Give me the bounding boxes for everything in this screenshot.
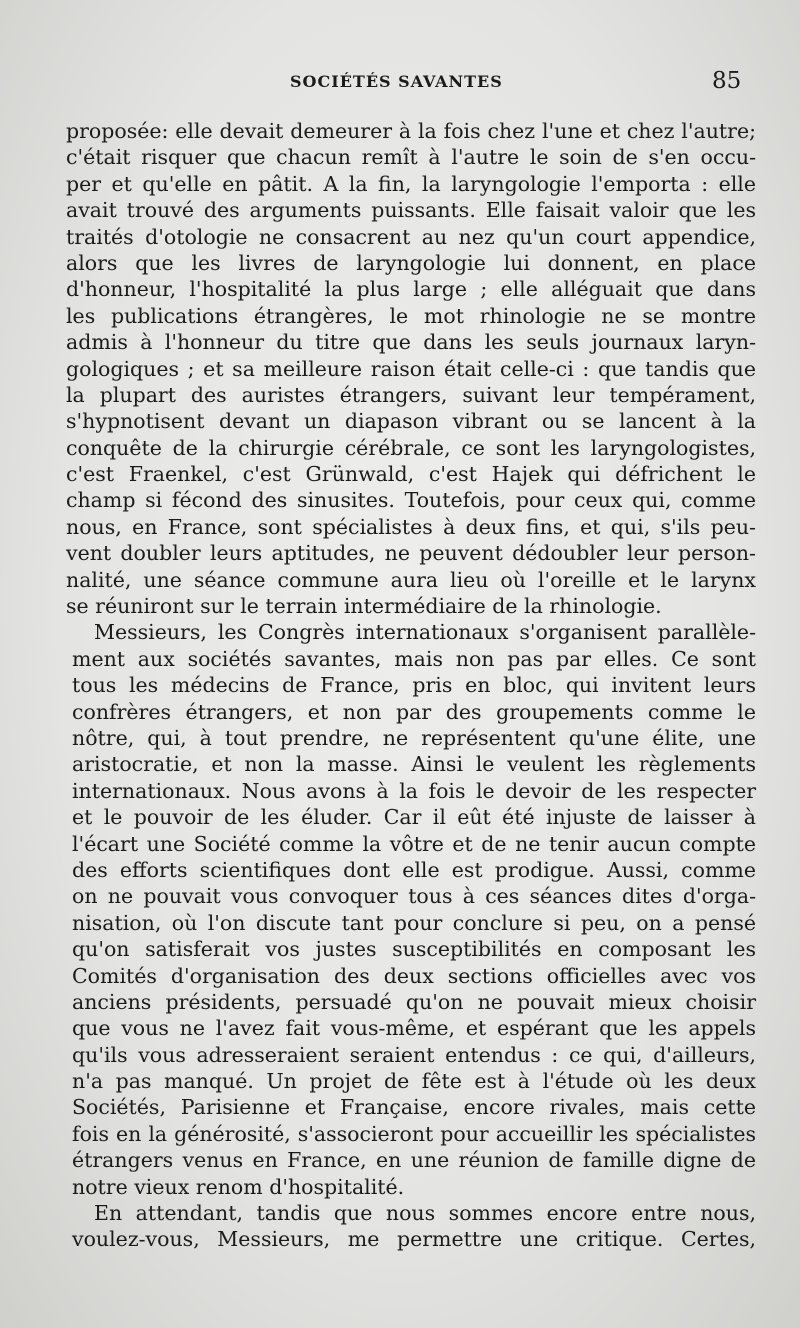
text-line: avait trouvé des arguments puissants. Elle faisait valoir que les bbox=[66, 198, 756, 223]
text-line: on ne pouvait vous convoquer tous à ces séances dites d'orga- bbox=[72, 884, 756, 909]
page-number: 85 bbox=[712, 68, 742, 94]
text-line: Comités d'organisation des deux sections officielles avec vos bbox=[72, 963, 756, 988]
text-line: étrangers venus en France, en une réunion de famille digne de bbox=[72, 1148, 756, 1173]
text-line: aristocratie, et non la masse. Ainsi le veulent les règlements bbox=[72, 752, 756, 777]
text-line: s'hypnotisent devant un diapason vibrant ou se lancent à la bbox=[66, 409, 756, 434]
text-line: gologiques ; et sa meilleure raison était celle-ci : que tandis que bbox=[66, 356, 756, 381]
text-line: Messieurs, les Congrès internationaux s'organisent parallèle- bbox=[94, 620, 756, 645]
text-line: nalité, une séance commune aura lieu où l'oreille et le larynx bbox=[66, 567, 756, 592]
text-line: voulez-vous, Messieurs, me permettre une critique. Certes, bbox=[72, 1227, 756, 1252]
text-line: confrères étrangers, et non par des groupements comme le bbox=[72, 699, 756, 724]
text-line: champ si fécond des sinusites. Toutefois, pour ceux qui, comme bbox=[66, 488, 756, 513]
text-line: alors que les livres de laryngologie lui donnent, en place bbox=[66, 250, 756, 275]
text-line: qu'ils vous adresseraient seraient entendus : ce qui, d'ailleurs, bbox=[72, 1042, 756, 1067]
text-line: qu'on satisferait vos justes susceptibilités en composant les bbox=[72, 937, 756, 962]
paragraph-continuation bbox=[66, 118, 756, 619]
text-line: internationaux. Nous avons à la fois le devoir de les respecter bbox=[72, 778, 756, 803]
text-line: vent doubler leurs aptitudes, ne peuvent dédoubler leur person- bbox=[66, 541, 756, 566]
text-line: traités d'otologie ne consacrent au nez qu'un court appendice, bbox=[66, 224, 756, 249]
text-line: admis à l'honneur du titre que dans les seuls journaux laryn- bbox=[66, 330, 756, 355]
text-line: d'honneur, l'hospitalité la plus large ; elle alléguait que dans bbox=[66, 277, 756, 302]
text-line: la plupart des auristes étrangers, suivant leur tempérament, bbox=[66, 382, 756, 407]
text-line: per et qu'elle en pâtit. A la fin, la laryngologie l'emporta : elle bbox=[66, 171, 756, 196]
text-line: n'a pas manqué. Un projet de fête est à l'étude où les deux bbox=[72, 1069, 756, 1094]
text-line: les publications étrangères, le mot rhinologie ne se montre bbox=[66, 303, 756, 328]
running-head bbox=[0, 68, 800, 100]
paragraph-congres bbox=[66, 619, 756, 1200]
text-line: l'écart une Société comme la vôtre et de ne tenir aucun compte bbox=[72, 831, 756, 856]
body-text bbox=[66, 118, 756, 1253]
text-line: Sociétés, Parisienne et Française, encore rivales, mais cette bbox=[72, 1095, 756, 1120]
text-line: que vous ne l'avez fait vous-même, et espérant que les appels bbox=[72, 1016, 756, 1041]
text-line: tous les médecins de France, pris en bloc, qui invitent leurs bbox=[72, 673, 756, 698]
text-line: nisation, où l'on discute tant pour conclure si peu, on a pensé bbox=[72, 910, 756, 935]
text-line: c'est Fraenkel, c'est Grünwald, c'est Hajek qui défrichent le bbox=[66, 462, 756, 487]
text-line: nous, en France, sont spécialistes à deux fins, et qui, s'ils peu- bbox=[66, 514, 756, 539]
text-line: fois en la générosité, s'associeront pour accueillir les spécialistes bbox=[72, 1121, 756, 1146]
running-title: SOCIÉTÉS SAVANTES bbox=[290, 72, 503, 91]
text-line: En attendant, tandis que nous sommes encore entre nous, bbox=[94, 1201, 756, 1226]
text-line: anciens présidents, persuadé qu'on ne pouvait mieux choisir bbox=[72, 989, 756, 1014]
text-line: nôtre, qui, à tout prendre, ne représentent qu'une élite, une bbox=[72, 725, 756, 750]
text-line: c'était risquer que chacun remît à l'autre le soin de s'en occu- bbox=[66, 145, 756, 170]
paragraph-critique bbox=[66, 1200, 756, 1253]
text-line: notre vieux renom d'hospitalité. bbox=[72, 1174, 405, 1199]
text-line: conquête de la chirurgie cérébrale, ce sont les laryngologistes, bbox=[66, 435, 756, 460]
text-line: et le pouvoir de les éluder. Car il eût été injuste de laisser à bbox=[72, 805, 756, 830]
text-line: proposée: elle devait demeurer à la fois chez l'une et chez l'autre; bbox=[66, 119, 756, 143]
text-line: ment aux sociétés savantes, mais non pas par elles. Ce sont bbox=[72, 646, 756, 671]
text-line: se réuniront sur le terrain intermédiaire de la rhinologie. bbox=[66, 594, 662, 619]
text-line: des efforts scientifiques dont elle est prodigue. Aussi, comme bbox=[72, 857, 756, 882]
